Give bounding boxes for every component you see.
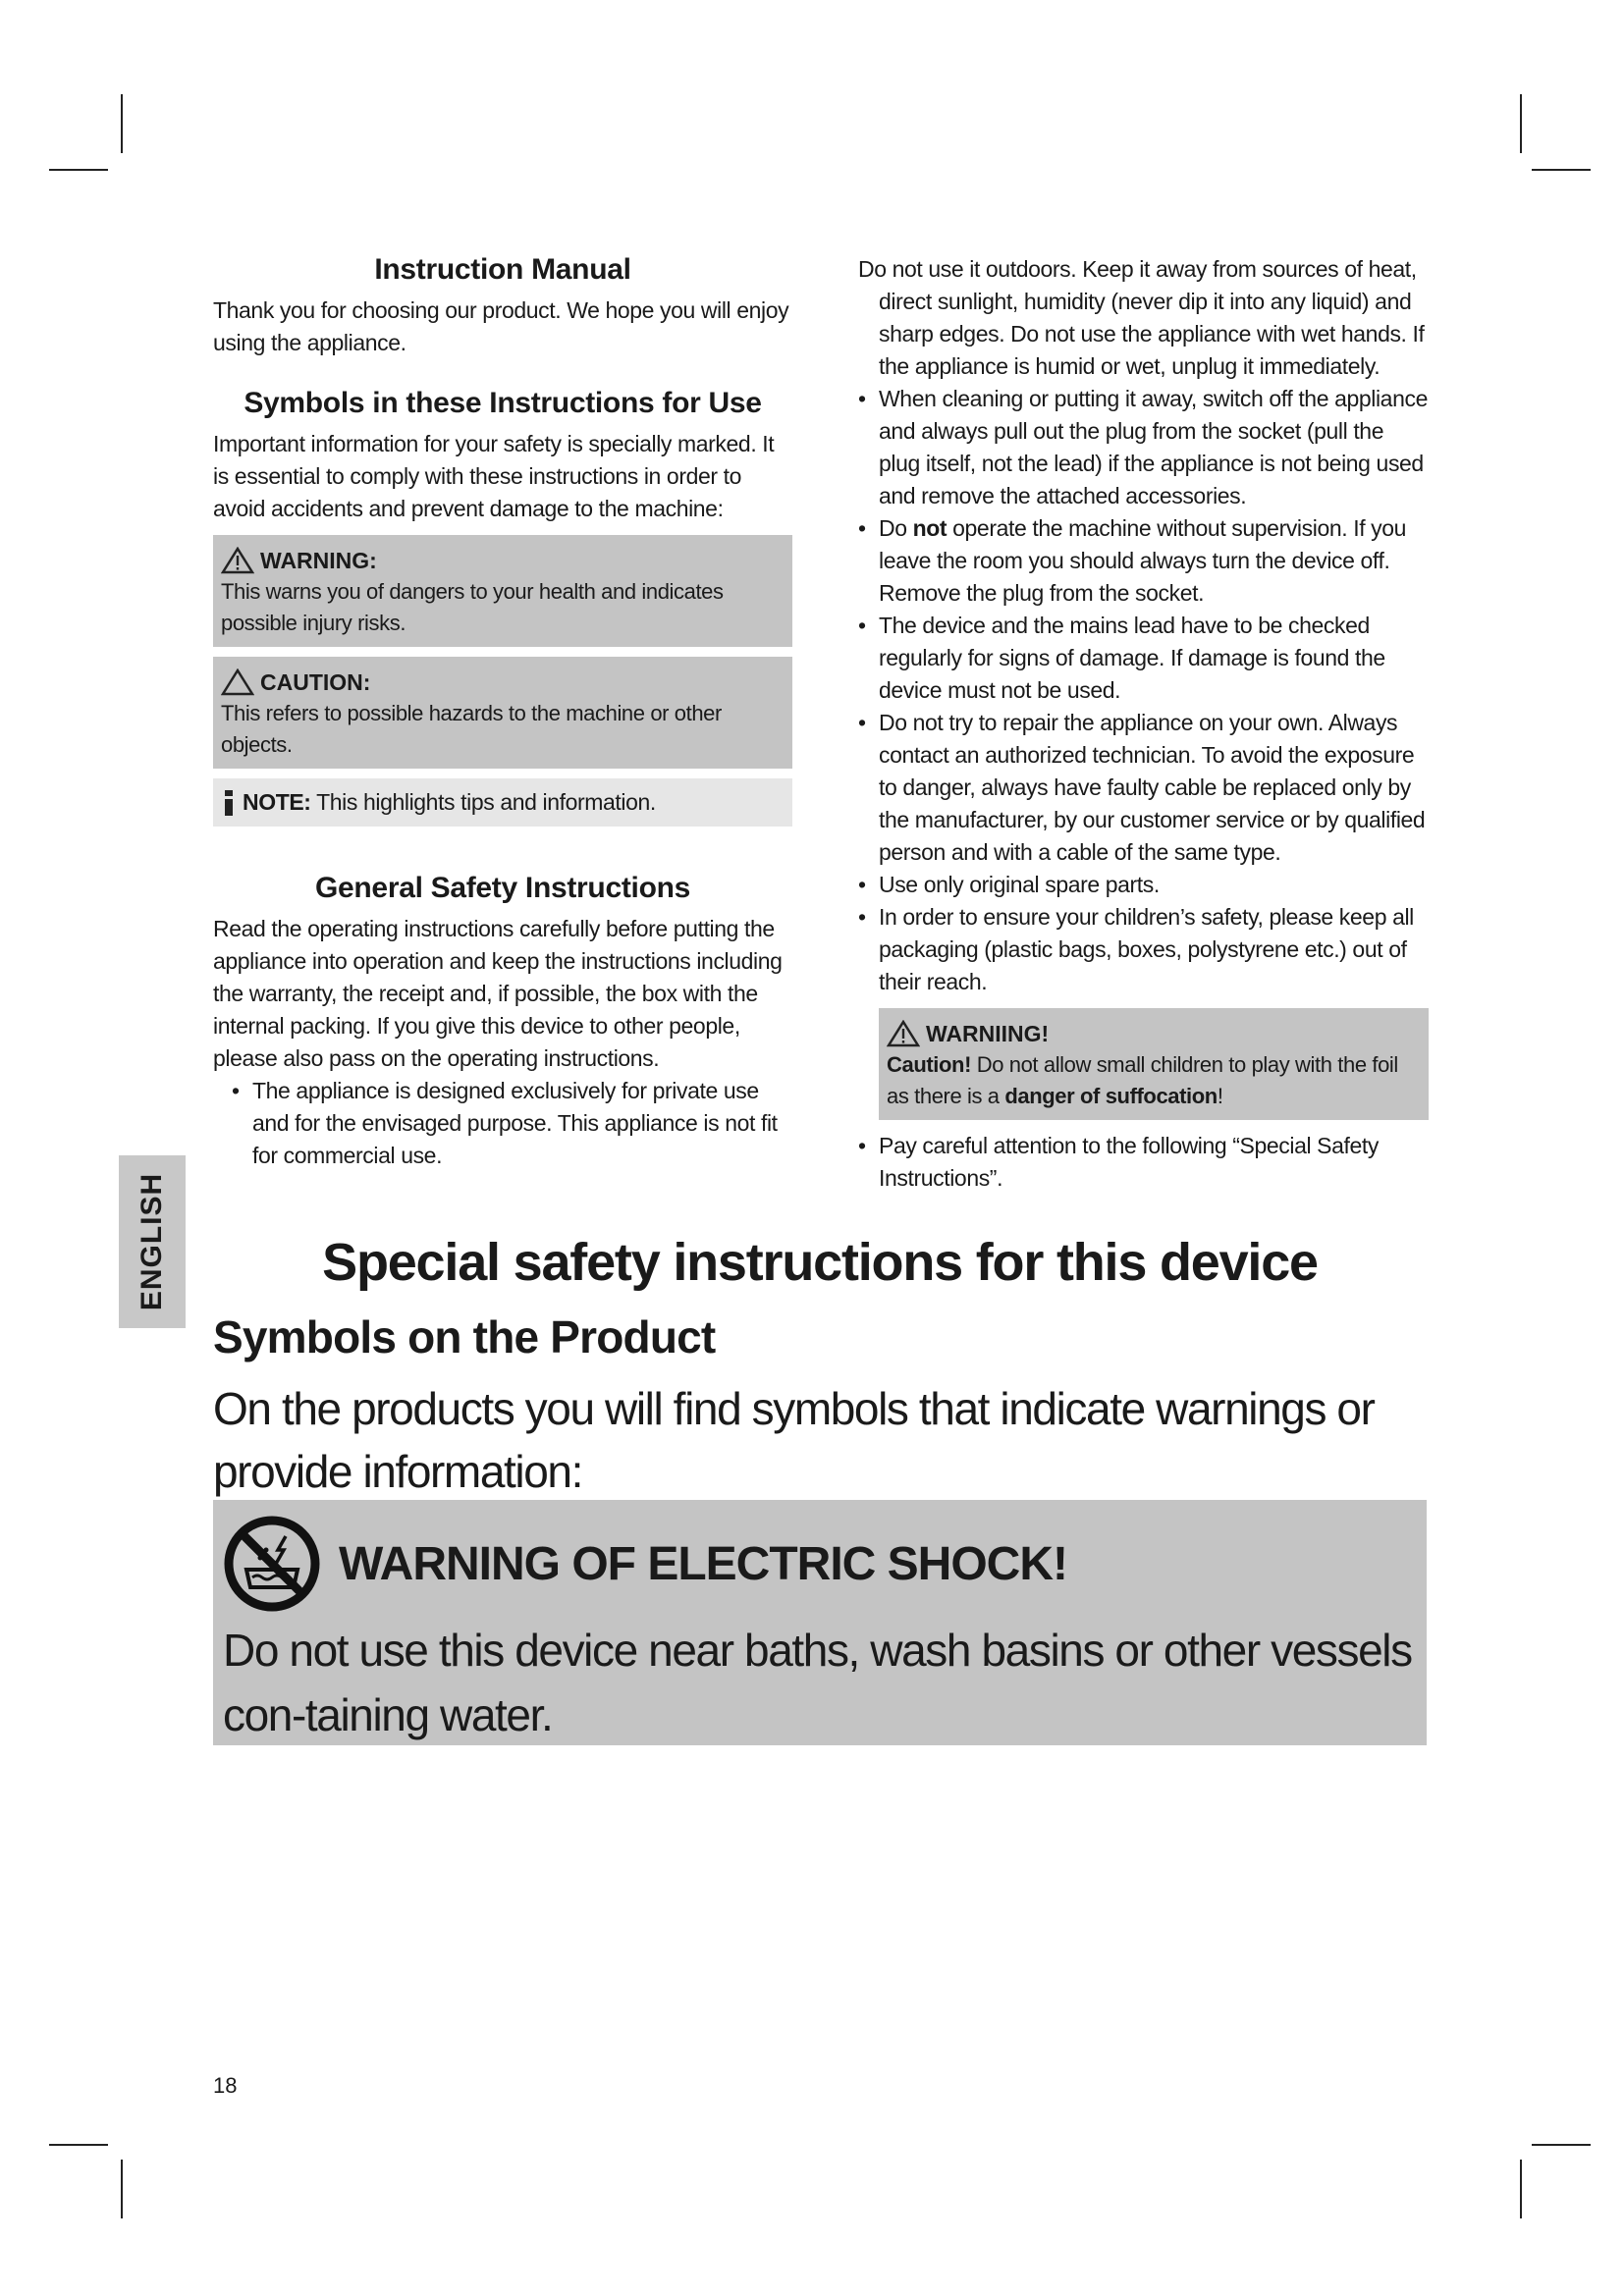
suffocation-warning-title [887, 1018, 1421, 1049]
warn2-text: Do not allow small children to play with the foil as there is a [887, 1052, 1404, 1108]
right-bullet-list-2 [839, 1130, 1429, 1195]
warn2-end: ! [1217, 1084, 1223, 1108]
list-item: • The appliance is designed exclusively for private use and for the envisaged purpose. This appliance is not fit for commercial use. [213, 1075, 792, 1172]
list-item: • The device and the mains lead have to be checked regularly for signs of damage. If damage is found the device must not be used. [839, 610, 1429, 707]
list-item: • Do not try to repair the appliance on your own. Always contact an authorized technician. To avoid the exposure to danger, always have faulty cable be replaced only by the manufacturer, by our customer service or by qualified person and with a cable of the same type. [839, 707, 1429, 869]
list-item: • In order to ensure your children’s safety, please keep all packaging (plastic bags, boxes, polystyrene etc.) out of their reach. [839, 901, 1429, 998]
page-number: 18 [213, 2073, 238, 2098]
warning-triangle-icon [221, 547, 254, 574]
list-item [839, 512, 1429, 610]
warning-title [221, 545, 785, 576]
no-water-bath-icon [223, 1515, 321, 1613]
caution-box [213, 657, 792, 769]
list-item: • Pay careful attention to the following “Special Safety Instructions”. [839, 1130, 1429, 1195]
symbols-intro-text: On the products you will find symbols that indicate warnings or provide information: [213, 1383, 1375, 1497]
warning-label: WARNING: [260, 548, 377, 573]
right-column [839, 253, 1429, 1195]
caution-label: CAUTION: [260, 669, 371, 695]
general-safety-heading: General Safety Instructions [314, 872, 691, 904]
right-bullet-list [839, 383, 1429, 998]
note-line [221, 786, 785, 819]
left-column [213, 253, 792, 1172]
warn2-bold: danger of suffocation [1004, 1084, 1218, 1108]
suffocation-warning-box [879, 1008, 1429, 1120]
electric-shock-header [223, 1510, 1417, 1618]
crop-mark [1532, 169, 1591, 171]
note-box [213, 778, 792, 827]
caution-title [221, 667, 785, 698]
continued-text-first: Do not use it outdoors. Keep it away from sources of heat, [858, 256, 1417, 282]
crop-mark [49, 169, 108, 171]
warning-box [213, 535, 792, 647]
warning-triangle-icon [887, 1020, 920, 1047]
crop-mark [1520, 94, 1522, 153]
thanks-text: Thank you for choosing our product. We hope you will enjoy using the appliance. [213, 297, 789, 355]
language-tab [119, 1155, 186, 1328]
crop-mark [121, 94, 123, 153]
symbols-heading: Symbols in these Instructions for Use [244, 387, 762, 419]
general-bullet-list [213, 1075, 792, 1172]
general-safety-text: Read the operating instructions carefully before putting the appliance into operation and keep the instructions including the warranty, the receipt and, if possible, the box with the internal packing. If you give this device to other people, please also pass on the operating instructions. [213, 916, 783, 1071]
electric-shock-text: Do not use this device near baths, wash basins or other vessels con-taining water. [223, 1625, 1412, 1740]
info-icon [221, 789, 237, 817]
electric-shock-warning-box [213, 1500, 1427, 1745]
suffocation-warning-text [887, 1049, 1421, 1112]
list-item: • Use only original spare parts. [839, 869, 1429, 901]
crop-mark [49, 2144, 108, 2146]
crop-mark [1532, 2144, 1591, 2146]
caution-word: Caution! [887, 1052, 972, 1077]
suffocation-warning-label: WARNIING! [926, 1021, 1050, 1046]
caution-text: This refers to possible hazards to the machine or other objects. [221, 701, 722, 757]
crop-mark [1520, 2160, 1522, 2218]
symbols-on-product-heading: Symbols on the Product [213, 1311, 716, 1362]
language-tab-label: ENGLISH [135, 1172, 169, 1311]
note-text: This highlights tips and information. [310, 789, 656, 815]
b2-bold: not [912, 515, 947, 541]
instruction-manual-heading: Instruction Manual [374, 253, 631, 286]
b2-pre: Do [879, 515, 913, 541]
symbols-text: Important information for your safety is specially marked. It is essential to comply with these instructions in order to avoid accidents and prevent damage to the machine: [213, 431, 775, 521]
list-item: • When cleaning or putting it away, switch off the appliance and always pull out the plug from the socket (pull the plug itself, not the lead) if the appliance is not being used and remove the attached accessories. [839, 383, 1429, 512]
crop-mark [121, 2160, 123, 2218]
electric-shock-title: WARNING OF ELECTRIC SHOCK! [339, 1537, 1067, 1590]
warning-text: This warns you of dangers to your health and indicates possible injury risks. [221, 579, 724, 635]
b2-post: operate the machine without supervision. If you leave the room you should always turn the device off. Remove the plug from the socket. [879, 515, 1407, 606]
caution-triangle-icon [221, 668, 254, 696]
continued-text-rest: direct sunlight, humidity (never dip it into any liquid) and sharp edges. Do not use the appliance with wet hands. If the appliance is humid or wet, unplug it immediately. [879, 289, 1425, 379]
special-safety-title: Special safety instructions for this device [322, 1233, 1318, 1292]
note-label: NOTE: [243, 789, 311, 815]
